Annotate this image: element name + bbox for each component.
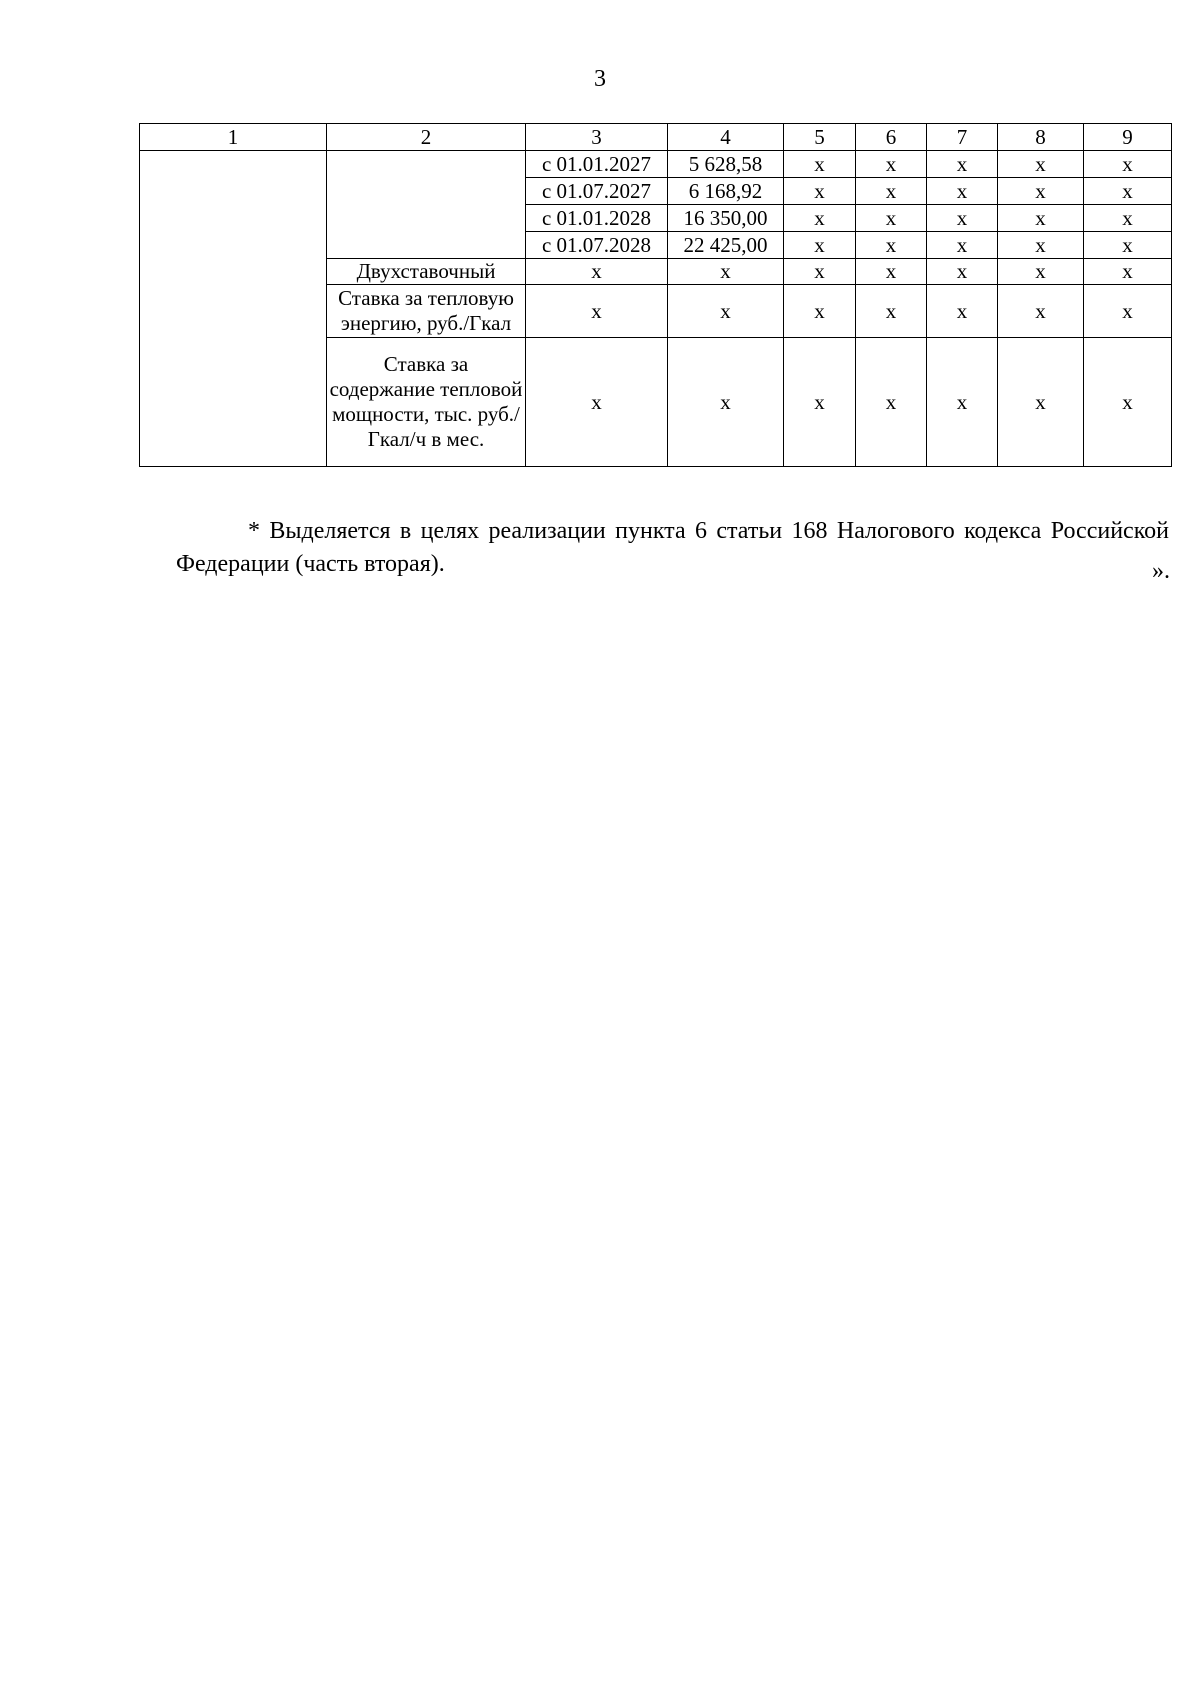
- mark-cell: х: [927, 178, 998, 205]
- mark-cell: х: [784, 285, 856, 338]
- mark-cell: х: [856, 151, 927, 178]
- column-header: 9: [1084, 124, 1172, 151]
- mark-cell: х: [1084, 259, 1172, 285]
- value-cell: 6 168,92: [668, 178, 784, 205]
- date-cell: с 01.07.2027: [526, 178, 668, 205]
- date-cell: с 01.07.2028: [526, 232, 668, 259]
- empty-cell: [140, 151, 327, 467]
- mark-cell: х: [668, 259, 784, 285]
- value-cell: 22 425,00: [668, 232, 784, 259]
- mark-cell: х: [856, 205, 927, 232]
- two-rate-label: Двухставочный: [327, 259, 526, 285]
- mark-cell: х: [784, 259, 856, 285]
- mark-cell: х: [526, 259, 668, 285]
- mark-cell: х: [1084, 205, 1172, 232]
- heat-energy-rate-label: Ставка за тепловую энергию, руб./Гкал: [327, 285, 526, 338]
- mark-cell: х: [927, 338, 998, 467]
- mark-cell: х: [668, 285, 784, 338]
- mark-cell: х: [998, 151, 1084, 178]
- empty-cell: [327, 151, 526, 259]
- date-cell: с 01.01.2028: [526, 205, 668, 232]
- mark-cell: х: [1084, 232, 1172, 259]
- column-header: 6: [856, 124, 927, 151]
- mark-cell: х: [856, 338, 927, 467]
- mark-cell: х: [1084, 151, 1172, 178]
- value-cell: 16 350,00: [668, 205, 784, 232]
- tariff-table: [139, 123, 1172, 467]
- value-cell: 5 628,58: [668, 151, 784, 178]
- mark-cell: х: [784, 205, 856, 232]
- column-header: 8: [998, 124, 1084, 151]
- mark-cell: х: [784, 338, 856, 467]
- mark-cell: х: [927, 285, 998, 338]
- mark-cell: х: [998, 178, 1084, 205]
- mark-cell: х: [927, 205, 998, 232]
- mark-cell: х: [998, 259, 1084, 285]
- mark-cell: х: [998, 205, 1084, 232]
- column-header: 3: [526, 124, 668, 151]
- mark-cell: х: [526, 285, 668, 338]
- mark-cell: х: [1084, 338, 1172, 467]
- table-row: [140, 151, 1172, 178]
- mark-cell: х: [998, 232, 1084, 259]
- column-header: 7: [927, 124, 998, 151]
- mark-cell: х: [927, 232, 998, 259]
- mark-cell: х: [1084, 178, 1172, 205]
- column-header: 1: [140, 124, 327, 151]
- mark-cell: х: [784, 232, 856, 259]
- mark-cell: х: [856, 178, 927, 205]
- column-header: 5: [784, 124, 856, 151]
- table-header-row: [140, 124, 1172, 151]
- column-header: 4: [668, 124, 784, 151]
- mark-cell: х: [998, 285, 1084, 338]
- mark-cell: х: [856, 259, 927, 285]
- mark-cell: х: [526, 338, 668, 467]
- footnote: * Выделяется в целях реализации пункта 6 статьи 168 Налогового кодекса Российской Федерации (часть вторая).: [176, 518, 1169, 577]
- mark-cell: х: [668, 338, 784, 467]
- mark-cell: х: [1084, 285, 1172, 338]
- mark-cell: х: [998, 338, 1084, 467]
- mark-cell: х: [784, 178, 856, 205]
- mark-cell: х: [856, 232, 927, 259]
- closing-quote: ».: [1152, 558, 1170, 584]
- mark-cell: х: [784, 151, 856, 178]
- mark-cell: х: [927, 259, 998, 285]
- mark-cell: х: [927, 151, 998, 178]
- mark-cell: х: [856, 285, 927, 338]
- column-header: 2: [327, 124, 526, 151]
- date-cell: с 01.01.2027: [526, 151, 668, 178]
- page-number: 3: [594, 66, 606, 92]
- capacity-rate-label: Ставка за содержание тепловой мощности, тыс. руб./Гкал/ч в мес.: [327, 338, 526, 467]
